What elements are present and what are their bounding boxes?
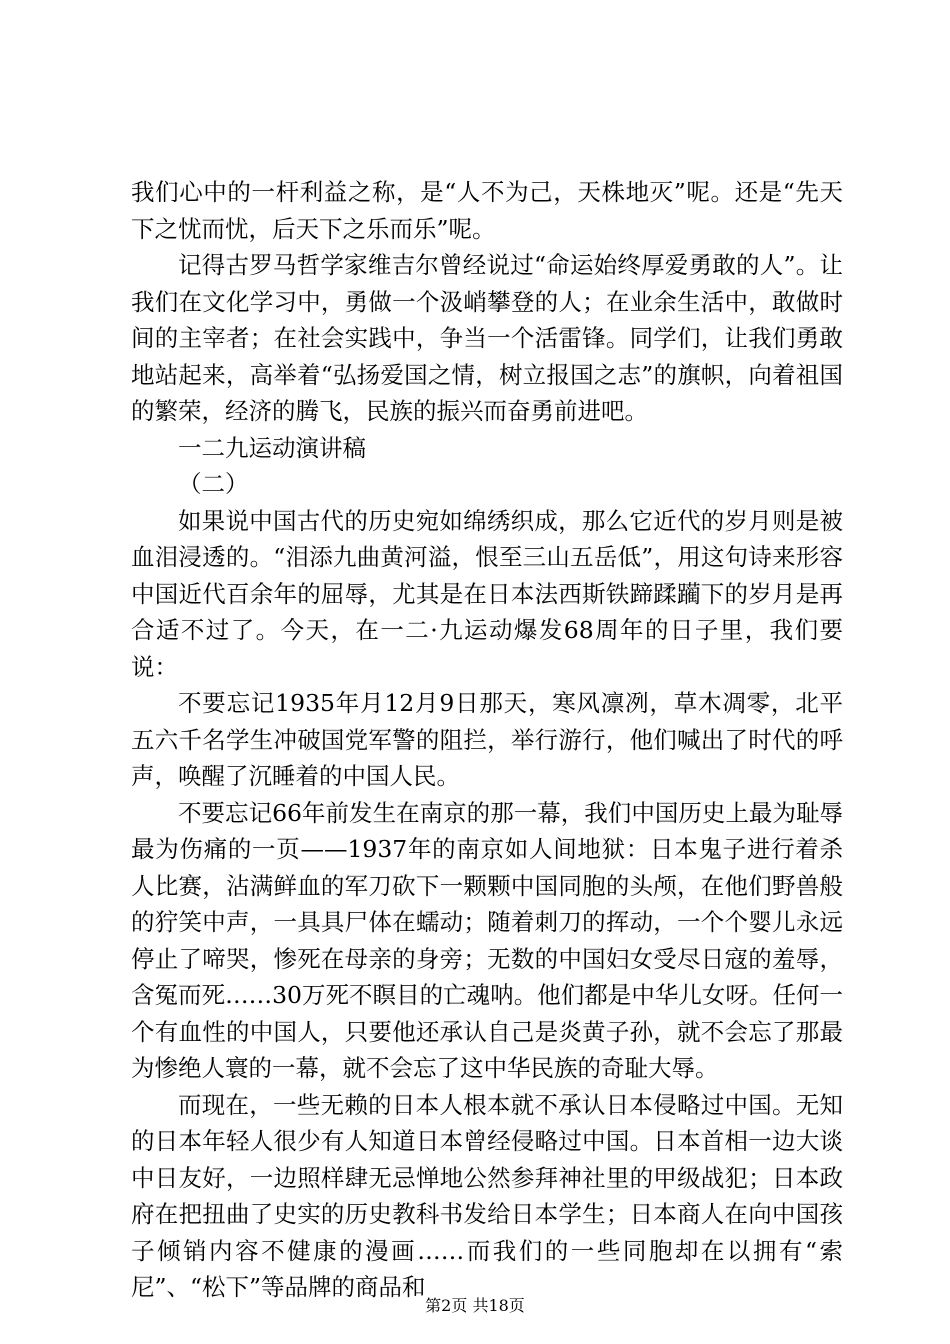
- section-title: 一二九运动演讲稿: [178, 433, 366, 462]
- paragraph-3: 如果说中国古代的历史宛如绵绣织成，那么它近代的岁月则是被血泪浸透的。“泪添九曲黄河溢，恨至三山五岳低”，用这句诗来形容中国近代百余年的屈辱，尤其是在日本法西斯铁蹄蹂躏下的岁月是再合适不过了。今天，在一二·九运动爆发68周年的日子里，我们要说：: [131, 506, 843, 681]
- document-body: [131, 174, 843, 1306]
- paragraph-6: 而现在，一些无赖的日本人根本就不承认日本侵略过中国。无知的日本年轻人很少有人知道日本曾经侵略过中国。日本首相一边大谈中日友好，一边照样肆无忌惮地公然参拜神社里的甲级战犯；日本政府在把扭曲了史实的历史教科书发给日本学生；日本商人在向中国孩子倾销内容不健康的漫画……而我们的一些同胞却在以拥有“索尼”、“松下”等品牌的商品和: [131, 1090, 843, 1301]
- page-footer: [0, 1296, 950, 1316]
- page-number-label: 第2页 共18页: [425, 1296, 525, 1315]
- paragraph-1: 我们心中的一杆利益之称，是“人不为己，天株地灭”呢。还是“先天下之忧而忧，后天下之乐而乐”呢。: [131, 178, 843, 243]
- paragraph-2: 记得古罗马哲学家维吉尔曾经说过“命运始终厚爱勇敢的人”。让我们在文化学习中，勇做一个汲峭攀登的人；在业余生活中，敢做时间的主宰者；在社会实践中，争当一个活雷锋。同学们，让我们勇敢地站起来，高举着“弘扬爱国之情，树立报国之志”的旗帜，向着祖国的繁荣，经济的腾飞，民族的振兴而奋勇前进吧。: [131, 251, 843, 425]
- paragraph-4: 不要忘记1935年月12月9日那天，寒风凛冽，草木凋零，北平五六千名学生冲破国党军警的阻拦，举行游行，他们喊出了时代的呼声，唤醒了沉睡着的中国人民。: [131, 689, 843, 790]
- section-number: （二）: [178, 470, 249, 498]
- paragraph-5: 不要忘记66年前发生在南京的那一幕，我们中国历史上最为耻辱最为伤痛的一页——1937年的南京如人间地狱：日本鬼子进行着杀人比赛，沾满鲜血的军刀砍下一颗颗中国同胞的头颅，在他们野兽般的狞笑中声，一具具尸体在蠕动；随着刺刀的挥动，一个个婴儿永远停止了啼哭，惨死在母亲的身旁；无数的中国妇女受尽日寇的羞辱，含冤而死……30万死不瞑目的亡魂呐。他们都是中华儿女呀。任何一个有血性的中国人，只要他还承认自己是炎黄子孙，就不会忘了那最为惨绝人寰的一幕，就不会忘了这中华民族的奇耻大辱。: [131, 798, 843, 1082]
